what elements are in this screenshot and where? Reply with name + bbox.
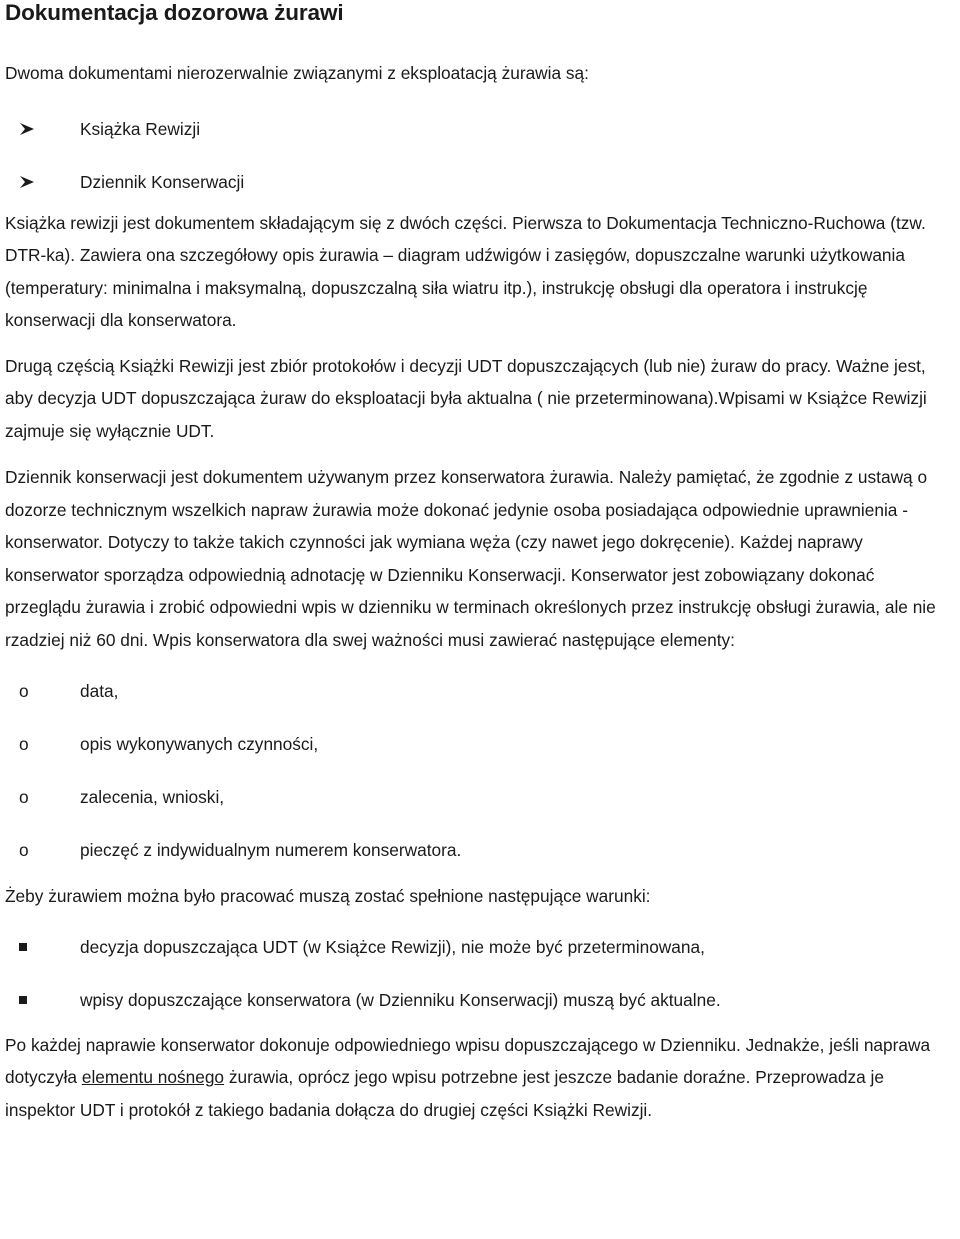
- conditions-list: [5, 933, 952, 1014]
- arrow-bullet-icon: [19, 115, 39, 136]
- list-item: [5, 677, 952, 705]
- list-item-label: wpisy dopuszczające konserwatora (w Dzienniku Konserwacji) muszą być aktualne.: [80, 989, 721, 1010]
- circle-bullet-icon: o: [19, 734, 29, 754]
- list-item: [5, 986, 952, 1014]
- paragraph-after-repair: [5, 1029, 952, 1127]
- list-item-label: pieczęć z indywidualnym numerem konserwatora.: [80, 840, 462, 860]
- paragraph-text: Po każdej naprawie konserwator dokonuje odpowiedniego wpisu dopuszczającego w Dzienniku. Jednakże, jeśli naprawa dotyczyła: [5, 1034, 931, 1087]
- list-item: [5, 836, 952, 864]
- entry-elements-list: [5, 677, 952, 864]
- circle-bullet-icon: o: [19, 840, 29, 860]
- list-item-label: opis wykonywanych czynności,: [80, 734, 319, 754]
- page-title: Dokumentacja dozorowa żurawi: [5, 0, 344, 25]
- list-item-label: Dziennik Konserwacji: [80, 171, 245, 192]
- circle-bullet-icon: o: [19, 787, 29, 807]
- list-item-label: decyzja dopuszczająca UDT (w Książce Rewizji), nie może być przeterminowana,: [80, 936, 705, 957]
- list-item-label: Książka Rewizji: [80, 118, 201, 139]
- intro-paragraph: Dwoma dokumentami nierozerwalnie związanymi z eksploatacją żurawia są:: [5, 63, 589, 83]
- documents-list: [5, 115, 952, 196]
- list-item: [5, 933, 952, 961]
- square-bullet-icon: [19, 986, 39, 1004]
- list-item-label: data,: [80, 681, 119, 701]
- paragraph-book-of-revision: Książka rewizji jest dokumentem składającym się z dwóch części. Pierwsza to Dokumentacja Techniczno-Ruchowa (tzw. DTR-ka). Zawiera ona szczegółowy opis żurawia – diagram udźwigów i zasięgów, dopuszczalne warunki użytkowania (temperatury: minimalna i maksymalną, dopuszczalną siła wiatru itp.), instrukcję obsługi dla operatora i instrukcję konserwacji dla konserwatora.: [5, 212, 926, 330]
- paragraph-second-part: Drugą częścią Książki Rewizji jest zbiór protokołów i decyzji UDT dopuszczających (lub nie) żuraw do pracy. Ważne jest, aby decyzja UDT dopuszczająca żuraw do eksploatacji była aktualna ( nie przeterminowana).Wpisami w Książce Rewizji zajmuje się wyłącznie UDT.: [5, 355, 927, 441]
- circle-bullet-icon: o: [19, 681, 29, 701]
- underlined-term: elementu nośnego: [81, 1067, 225, 1087]
- square-bullet-icon: [19, 933, 39, 951]
- arrow-bullet-icon: [19, 168, 39, 189]
- list-item: [5, 115, 952, 143]
- list-item: [5, 783, 952, 811]
- list-item: [5, 168, 952, 196]
- list-item-label: zalecenia, wnioski,: [80, 787, 225, 807]
- paragraph-conditions-intro: Żeby żurawiem można było pracować muszą zostać spełnione następujące warunki:: [5, 886, 651, 906]
- paragraph-maintenance-log: Dziennik konserwacji jest dokumentem używanym przez konserwatora żurawia. Należy pamiętać, że zgodnie z ustawą o dozorze technicznym wszelkich napraw żurawia może dokonać jedynie osoba posiadająca odpowiednie uprawnienia - konserwator. Dotyczy to także takich czynności jak wymiana węża (czy nawet jego dokręcenie). Każdej naprawy konserwator sporządza odpowiednią adnotację w Dzienniku Konserwacji. Konserwator jest zobowiązany dokonać przeglądu żurawia i zrobić odpowiedni wpis w dzienniku w terminach określonych przez instrukcję obsługi żurawia, ale nie rzadziej niż 60 dni. Wpis konserwatora dla swej ważności musi zawierać następujące elementy:: [5, 467, 936, 650]
- paragraph-text: żurawia, oprócz jego wpisu potrzebne jest jeszcze badanie doraźne. Przeprowadza je inspektor UDT i protokół z takiego badania dołącza do drugiej części Książki Rewizji.: [5, 1067, 884, 1120]
- list-item: [5, 730, 952, 758]
